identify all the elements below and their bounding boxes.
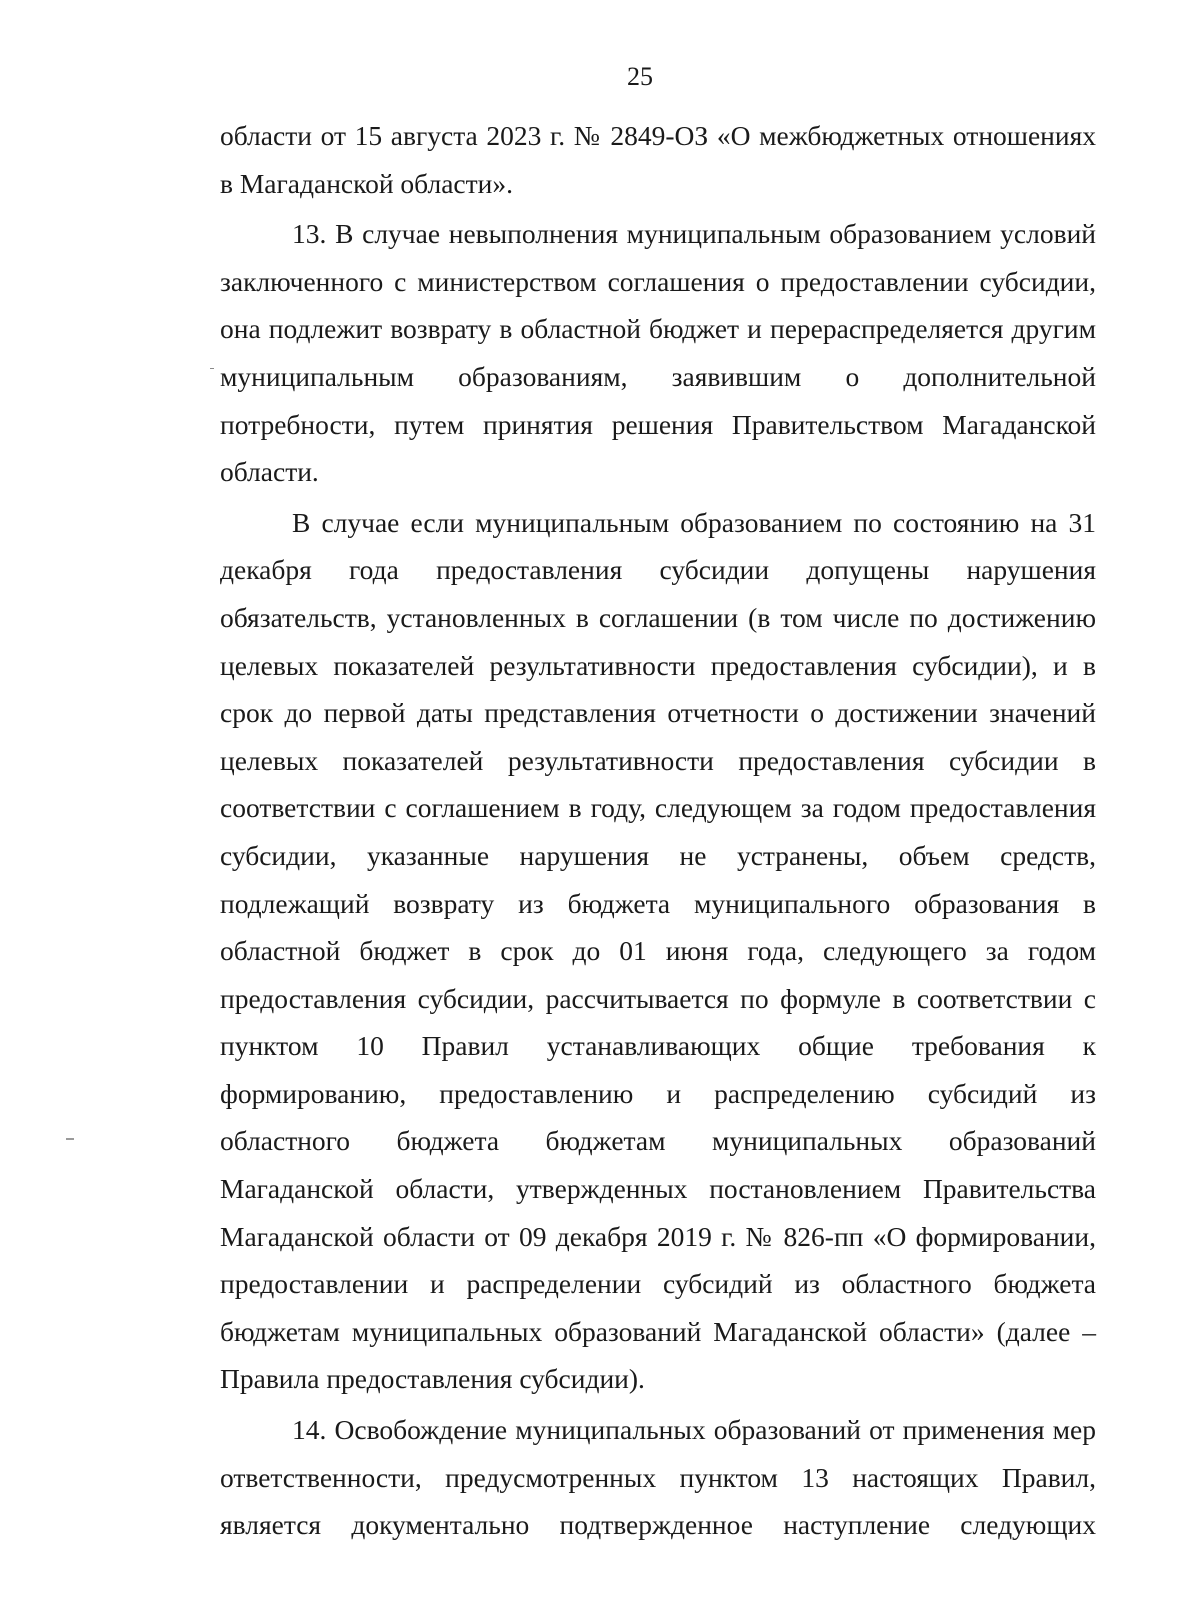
margin-mark xyxy=(66,1138,74,1140)
scan-speck xyxy=(210,368,214,369)
paragraph-continuation: области от 15 августа 2023 г. № 2849-ОЗ «О межбюджетных отношениях в Магаданской области». xyxy=(220,120,1096,199)
paragraph-clause-13: 13. В случае невыполнения муниципальным образованием условий заключенного с министерством соглашения о предоставлении субсидии, она подлежит возврату в областной бюджет и перераспределяется другим муниципальным образованиям, заявившим о дополнительной потребности, путем принятия решения Правительством Магаданской области. xyxy=(220,218,1096,488)
paragraph-violation-return: В случае если муниципальным образованием по состоянию на 31 декабря года предоставления субсидии допущены нарушения обязательств, установленных в соглашении (в том числе по достижению целевых показателей результативности предоставления субсидии), и в срок до первой даты представления отчетности о достижении значений целевых показателей результативности предоставления субсидии в соответствии с соглашением в году, следующем за годом предоставления субсидии, указанные нарушения не устранены, объем средств, подлежащий возврату из бюджета муниципального образования в областной бюджет в срок до 01 июня года, следующего за годом предоставления субсидии, рассчитывается по формуле в соответствии с пунктом 10 Правил устанавливающих общие требования к формированию, предоставлению и распределению субсидий из областного бюджета бюджетам муниципальных образований Магаданской области, утвержденных постановлением Правительства Магаданской области от 09 декабря 2019 г. № 826-пп «О формировании, предоставлении и распределении субсидий из областного бюджета бюджетам муниципальных образований Магаданской области» (далее – Правила предоставления субсидии). xyxy=(220,506,1096,1395)
paragraph-clause-14: 14. Освобождение муниципальных образований от применения мер ответственности, предусмотренных пунктом 13 настоящих Правил, является документально подтвержденное наступление следующих xyxy=(220,1414,1096,1541)
document-body xyxy=(220,112,1096,1549)
page-number: 25 xyxy=(627,62,653,91)
